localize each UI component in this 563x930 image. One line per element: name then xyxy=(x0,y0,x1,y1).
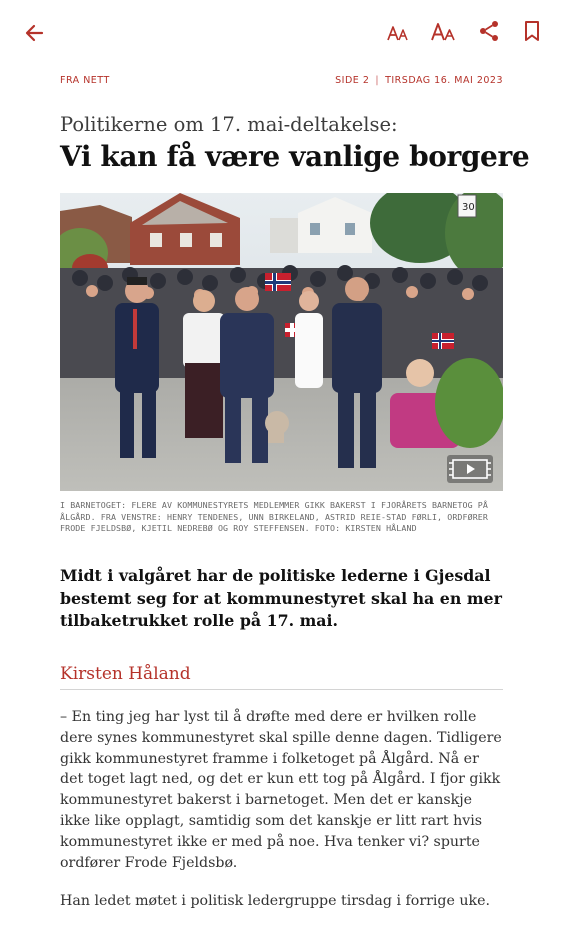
top-toolbar xyxy=(0,0,563,62)
arrow-left-icon[interactable] xyxy=(22,20,48,46)
article-photo[interactable] xyxy=(60,193,503,491)
font-decrease-icon[interactable] xyxy=(386,21,412,45)
page-number: SIDE 2 xyxy=(335,75,370,86)
font-increase-icon[interactable] xyxy=(430,19,458,45)
svg-text:30: 30 xyxy=(462,202,475,213)
author-byline[interactable]: Kirsten Håland xyxy=(60,664,191,684)
video-play-icon[interactable] xyxy=(447,455,493,483)
article-headline: Vi kan få være vanlige borgere xyxy=(60,140,530,173)
share-icon[interactable] xyxy=(477,19,501,43)
divider xyxy=(60,689,503,690)
article-body xyxy=(60,707,503,930)
body-paragraph: – En ting jeg har lyst til å drøfte med dere er hvilken rolle dere synes kommunestyret skal spille denne dagen. Tidligere gikk kommunestyret framme i folketoget på Ålgård. Nå er det toget lagt ned, og det er kun ett tog på Ålgård. I fjor gikk kommunestyret bakerst i barnetoget. Men det er kanskje ikke like opplagt, samtidig som det kanskje er litt rart hvis kommunestyret ikke er med på noe. Hva tenker vi? spurte ordfører Frode Fjeldsbø. xyxy=(60,709,502,871)
photo-caption: I BARNETOGET: FLERE AV KOMMUNESTYRETS MEDLEMMER GIKK BAKERST I FJORÅRETS BARNETOG PÅ ÅLGÅRD. FRA VENSTRE: HENRY TENDENES, UNN BIRKELAND, ASTRID REIE-STAD FØRLI, ORDFØRER FRODE FJELDSBØ, KJETIL NEDREBØ OG ROY STEFFENSEN. FOTO: KIRSTEN HÅLAND xyxy=(60,500,488,533)
page-date-info xyxy=(335,75,503,86)
article-kicker: Politikerne om 17. mai-deltakelse: xyxy=(60,113,398,136)
article-lead: Midt i valgåret har de politiske lederne i Gjesdal bestemt seg for at kommunestyret skal ha en mer tilbaketrukket rolle på 17. mai. xyxy=(60,566,502,630)
publish-date: TIRSDAG 16. MAI 2023 xyxy=(385,75,503,86)
bookmark-icon[interactable] xyxy=(521,19,543,43)
section-label: FRA NETT xyxy=(60,75,110,86)
body-paragraph: Han ledet møtet i politisk ledergruppe tirsdag i forrige uke. xyxy=(60,893,491,910)
separator: | xyxy=(375,75,380,86)
